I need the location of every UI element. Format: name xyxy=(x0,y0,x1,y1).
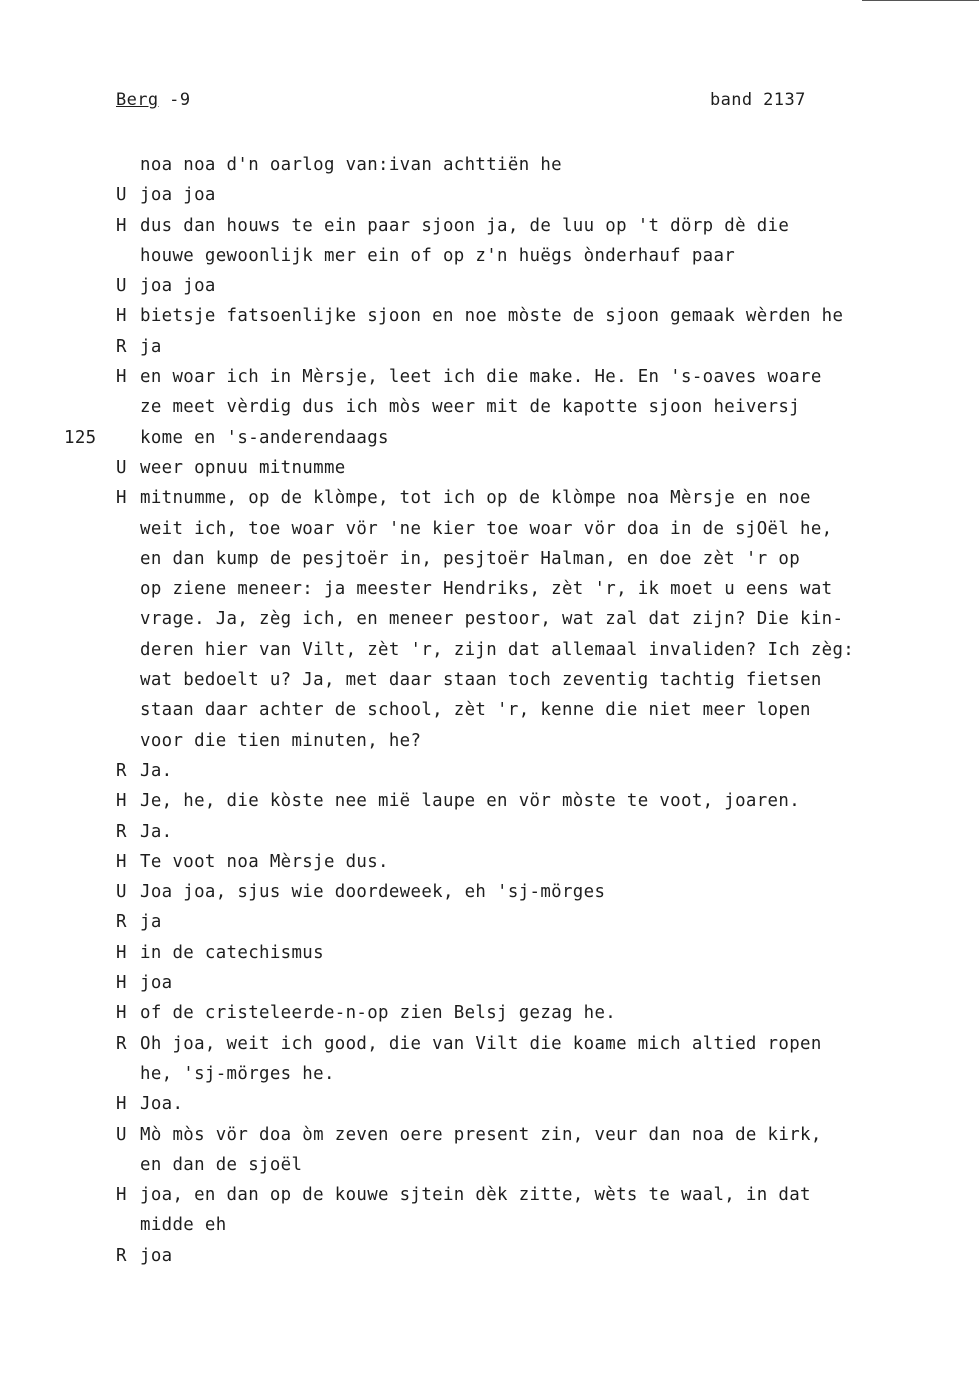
speaker-code: H xyxy=(116,215,127,236)
utterance-text: mitnumme, op de klòmpe, tot ich op de klòmpe noa Mèrsje en noe xyxy=(140,488,811,509)
speaker-code: H xyxy=(116,1185,127,1206)
transcript-line xyxy=(0,877,979,907)
utterance-text: vrage. Ja, zèg ich, en meneer pestoor, wat zal dat zijn? Die kin- xyxy=(140,609,844,630)
utterance-text: weit ich, toe woar vör 'ne kier toe woar vör doa in de sjOël he, xyxy=(140,518,833,539)
transcript-line xyxy=(0,241,979,271)
transcript-line xyxy=(0,211,979,241)
utterance-text: noa noa d'n oarlog van:ivan achttiën he xyxy=(140,155,562,175)
utterance-text: Joa joa, sjus wie doordeweek, eh 'sj-mörges xyxy=(140,882,606,903)
utterance-text: Ja. xyxy=(140,821,173,842)
header-label: Berg xyxy=(116,90,159,110)
header-page-number: -9 xyxy=(158,90,191,110)
utterance-text: joa xyxy=(140,973,173,994)
transcript-line xyxy=(0,574,979,604)
utterance-text: in de catechismus xyxy=(140,942,324,963)
utterance-text: he, 'sj-mörges he. xyxy=(140,1063,335,1084)
speaker-code: U xyxy=(116,276,127,297)
utterance-text: Oh joa, weit ich good, die van Vilt die koame mich altied ropen xyxy=(140,1033,822,1054)
speaker-code: R xyxy=(116,760,127,781)
utterance-text: midde eh xyxy=(140,1215,227,1236)
transcript-body xyxy=(0,150,979,1271)
utterance-text: en woar ich in Mèrsje, leet ich die make. He. En 's-oaves woare xyxy=(140,367,822,388)
utterance-text: Ja. xyxy=(140,760,173,781)
transcript-line xyxy=(0,847,979,877)
speaker-code: H xyxy=(116,306,127,327)
page-header-left xyxy=(116,90,190,110)
transcript-line xyxy=(0,301,979,331)
transcript-line xyxy=(0,271,979,301)
speaker-code: H xyxy=(116,367,127,388)
speaker-code: H xyxy=(116,942,127,963)
transcript-line xyxy=(0,817,979,847)
transcript-line xyxy=(0,180,979,210)
utterance-text: ja xyxy=(140,336,162,357)
transcript-line xyxy=(0,998,979,1028)
line-number: 125 xyxy=(64,427,97,448)
utterance-text: kome en 's-anderendaags xyxy=(140,427,389,448)
speaker-code: R xyxy=(116,821,127,842)
corner-rule xyxy=(862,0,979,1)
utterance-text: op ziene meneer: ja meester Hendriks, zèt 'r, ik moet u eens wat xyxy=(140,579,833,600)
utterance-text: Mò mòs vör doa òm zeven oere present zin, veur dan noa de kirk, xyxy=(140,1124,822,1145)
utterance-text: joa xyxy=(140,1245,173,1266)
transcript-line xyxy=(0,1180,979,1210)
utterance-text: wat bedoelt u? Ja, met daar staan toch zeventig tachtig fietsen xyxy=(140,670,822,691)
speaker-code: H xyxy=(116,791,127,812)
transcript-line xyxy=(0,423,979,453)
speaker-code: R xyxy=(116,1033,127,1054)
transcript-line xyxy=(0,483,979,513)
transcript-line xyxy=(0,362,979,392)
utterance-text: dus dan houws te ein paar sjoon ja, de luu op 't dörp dè die xyxy=(140,215,790,236)
utterance-text: of de cristeleerde-n-op zien Belsj gezag he. xyxy=(140,1003,617,1024)
speaker-code: U xyxy=(116,185,127,206)
transcript-line xyxy=(0,665,979,695)
transcript-line xyxy=(0,695,979,725)
speaker-code: H xyxy=(116,488,127,509)
transcript-line xyxy=(0,907,979,937)
utterance-text: en dan de sjoël xyxy=(140,1154,303,1175)
transcript-line xyxy=(0,150,979,180)
utterance-text: voor die tien minuten, he? xyxy=(140,730,422,751)
transcript-line xyxy=(0,332,979,362)
utterance-text: Te voot noa Mèrsje dus. xyxy=(140,851,389,872)
transcript-line xyxy=(0,1059,979,1089)
header-band-number: band 2137 xyxy=(710,90,806,110)
speaker-code: H xyxy=(116,1094,127,1115)
utterance-text: en dan kump de pesjtoër in, pesjtoër Halman, en doe zèt 'r op xyxy=(140,548,801,569)
transcript-line xyxy=(0,726,979,756)
speaker-code: U xyxy=(116,882,127,903)
utterance-text: deren hier van Vilt, zèt 'r, zijn dat allemaal invaliden? Ich zèg: xyxy=(140,639,855,660)
utterance-text: houwe gewoonlijk mer ein of op z'n huëgs ònderhauf paar xyxy=(140,245,736,266)
transcript-line xyxy=(0,938,979,968)
transcript-line xyxy=(0,786,979,816)
transcript-line xyxy=(0,968,979,998)
transcript-line xyxy=(0,1241,979,1271)
transcript-line xyxy=(0,514,979,544)
speaker-code: U xyxy=(116,1124,127,1145)
speaker-code: R xyxy=(116,1245,127,1266)
transcript-line xyxy=(0,1210,979,1240)
utterance-text: joa, en dan op de kouwe sjtein dèk zitte, wèts te waal, in dat xyxy=(140,1185,811,1206)
utterance-text: bietsje fatsoenlijke sjoon en noe mòste de sjoon gemaak wèrden he xyxy=(140,306,844,327)
speaker-code: R xyxy=(116,912,127,933)
transcript-line xyxy=(0,1120,979,1150)
speaker-code: R xyxy=(116,336,127,357)
transcript-line xyxy=(0,392,979,422)
utterance-text: ja xyxy=(140,912,162,933)
speaker-code: H xyxy=(116,1003,127,1024)
utterance-text: weer opnuu mitnumme xyxy=(140,457,346,478)
speaker-code: H xyxy=(116,851,127,872)
transcript-line xyxy=(0,544,979,574)
speaker-code: U xyxy=(116,457,127,478)
utterance-text: joa joa xyxy=(140,185,216,206)
utterance-text: staan daar achter de school, zèt 'r, kenne die niet meer lopen xyxy=(140,700,811,721)
utterance-text: ze meet vèrdig dus ich mòs weer mit de kapotte sjoon heiversj xyxy=(140,397,801,418)
transcript-line xyxy=(0,756,979,786)
transcript-line xyxy=(0,1150,979,1180)
utterance-text: Joa. xyxy=(140,1094,184,1115)
transcript-line xyxy=(0,635,979,665)
transcript-line xyxy=(0,453,979,483)
transcript-line xyxy=(0,604,979,634)
transcript-line xyxy=(0,1029,979,1059)
utterance-text: Je, he, die kòste nee mië laupe en vör mòste te voot, joaren. xyxy=(140,791,801,812)
utterance-text: joa joa xyxy=(140,276,216,297)
speaker-code: H xyxy=(116,973,127,994)
transcript-line xyxy=(0,1089,979,1119)
